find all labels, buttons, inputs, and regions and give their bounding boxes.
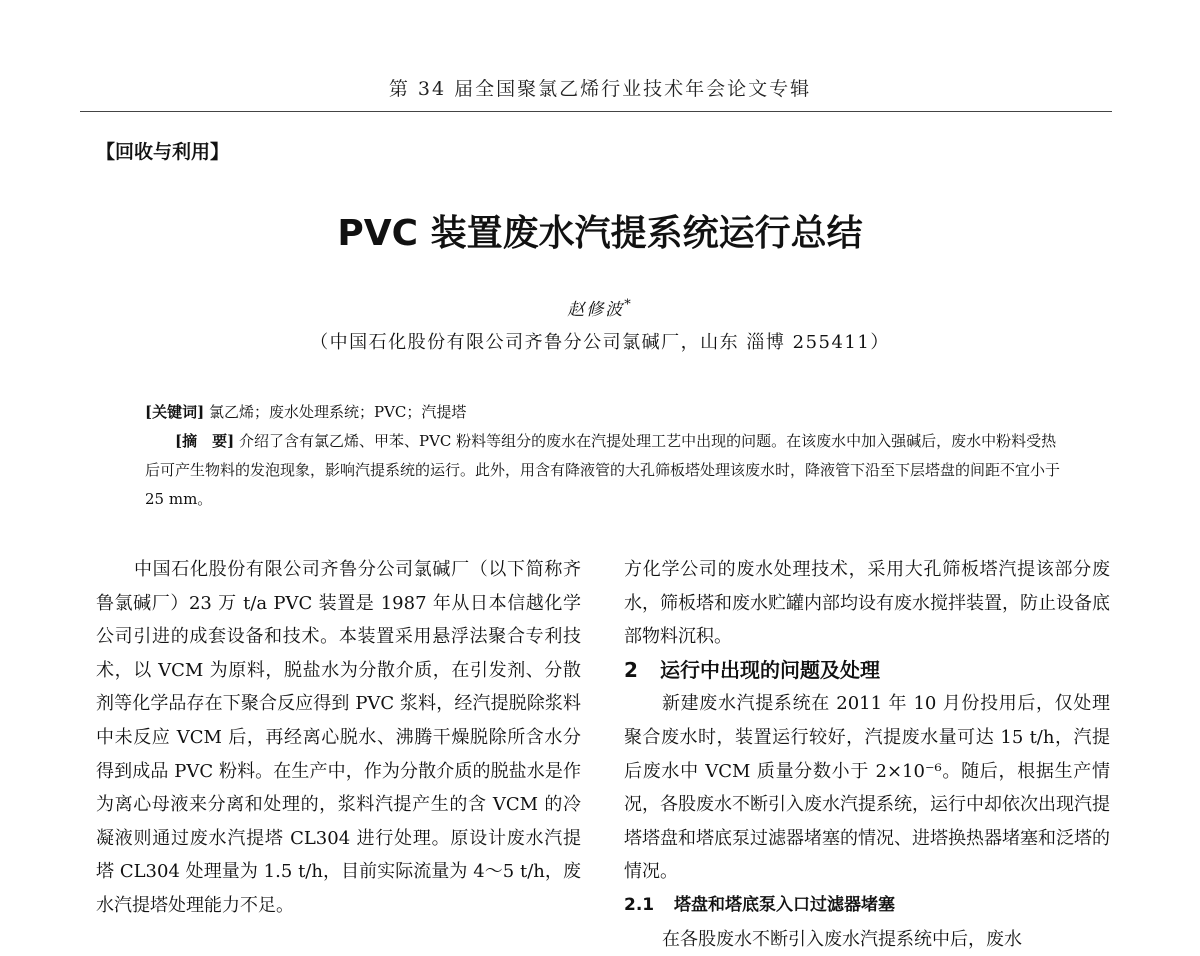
- keywords-text: 氯乙烯；废水处理系统；PVC；汽提塔: [208, 403, 467, 421]
- keywords-line: [145, 398, 1065, 427]
- running-header: 第 34 届全国聚氯乙烯行业技术年会论文专辑: [388, 78, 812, 100]
- keywords-label: [关键词]: [145, 403, 205, 421]
- section-2-heading: [624, 654, 1110, 688]
- section-2-1-number: 2.1: [624, 894, 655, 915]
- intro-paragraph: 中国石化股份有限公司齐鲁分公司氯碱厂（以下简称齐鲁氯碱厂）23 万 t/a PVC 装置是 1987 年从日本信越化学公司引进的成套设备和技术。本装置采用悬浮法聚合专利技术，以 VCM 为原料，脱盐水为分散介质，在引发剂、分散剂等化学品存在下聚合反应得到 PVC 浆料，经汽提脱除浆料中未反应 VCM 后，再经离心脱水、沸腾干燥脱除所含水分得到成品 PVC 粉料。在生产中，作为分散介质的脱盐水是作为离心母液来分离和处理的，浆料汽提产生的含 VCM 的冷凝液则通过废水汽提塔 CL304 进行处理。原设计废水汽提塔 CL304 处理量为 1.5 t/h，目前实际流量为 4～5 t/h，废水汽提塔处理能力不足。: [96, 559, 581, 916]
- left-column: [96, 553, 581, 923]
- continued-paragraph: 方化学公司的废水处理技术，采用大孔筛板塔汽提该部分废水，筛板塔和废水贮罐内部均设有废水搅拌装置，防止设备底部物料沉积。: [624, 559, 1110, 648]
- author-footnote-mark: *: [624, 297, 633, 313]
- paper-title: PVC 装置废水汽提系统运行总结: [337, 213, 863, 254]
- abstract-text: 介绍了含有氯乙烯、甲苯、PVC 粉料等组分的废水在汽提处理工艺中出现的问题。在该废水中加入强碱后，废水中粉料受热后可产生物料的发泡现象，影响汽提系统的运行。此外，用含有降液管的大孔筛板塔处理该废水时，降液管下沿至下层塔盘的间距不宜小于 25 mm。: [145, 432, 1061, 508]
- abstract-label: [摘 要]: [175, 432, 235, 450]
- author-line: [0, 295, 1200, 320]
- right-column: [624, 553, 1110, 956]
- section-tag: 【回收与利用】: [96, 141, 230, 163]
- section-2-number: 2: [624, 657, 638, 682]
- section-2-1-paragraph: 在各股废水不断引入废水汽提系统中后，废水: [662, 928, 1022, 950]
- abstract-paragraph: [145, 427, 1065, 514]
- section-2-title: 运行中出现的问题及处理: [660, 657, 880, 682]
- affiliation: （中国石化股份有限公司齐鲁分公司氯碱厂，山东 淄博 255411）: [310, 332, 890, 353]
- abstract-block: [145, 398, 1065, 514]
- header-rule: [80, 111, 1112, 112]
- section-2-1-heading: [624, 889, 1110, 923]
- section-2-1-title: 塔盘和塔底泵入口过滤器堵塞: [674, 894, 895, 915]
- author-name: 赵修波: [567, 300, 625, 320]
- section-2-paragraph: 新建废水汽提系统在 2011 年 10 月份投用后，仅处理聚合废水时，装置运行较好，汽提废水量可达 15 t/h，汽提后废水中 VCM 质量分数小于 2×10⁻⁶。随后，根据生产情况，各股废水不断引入废水汽提系统，运行中却依次出现汽提塔塔盘和塔底泵过滤器堵塞的情况、进塔换热器堵塞和泛塔的情况。: [624, 693, 1110, 883]
